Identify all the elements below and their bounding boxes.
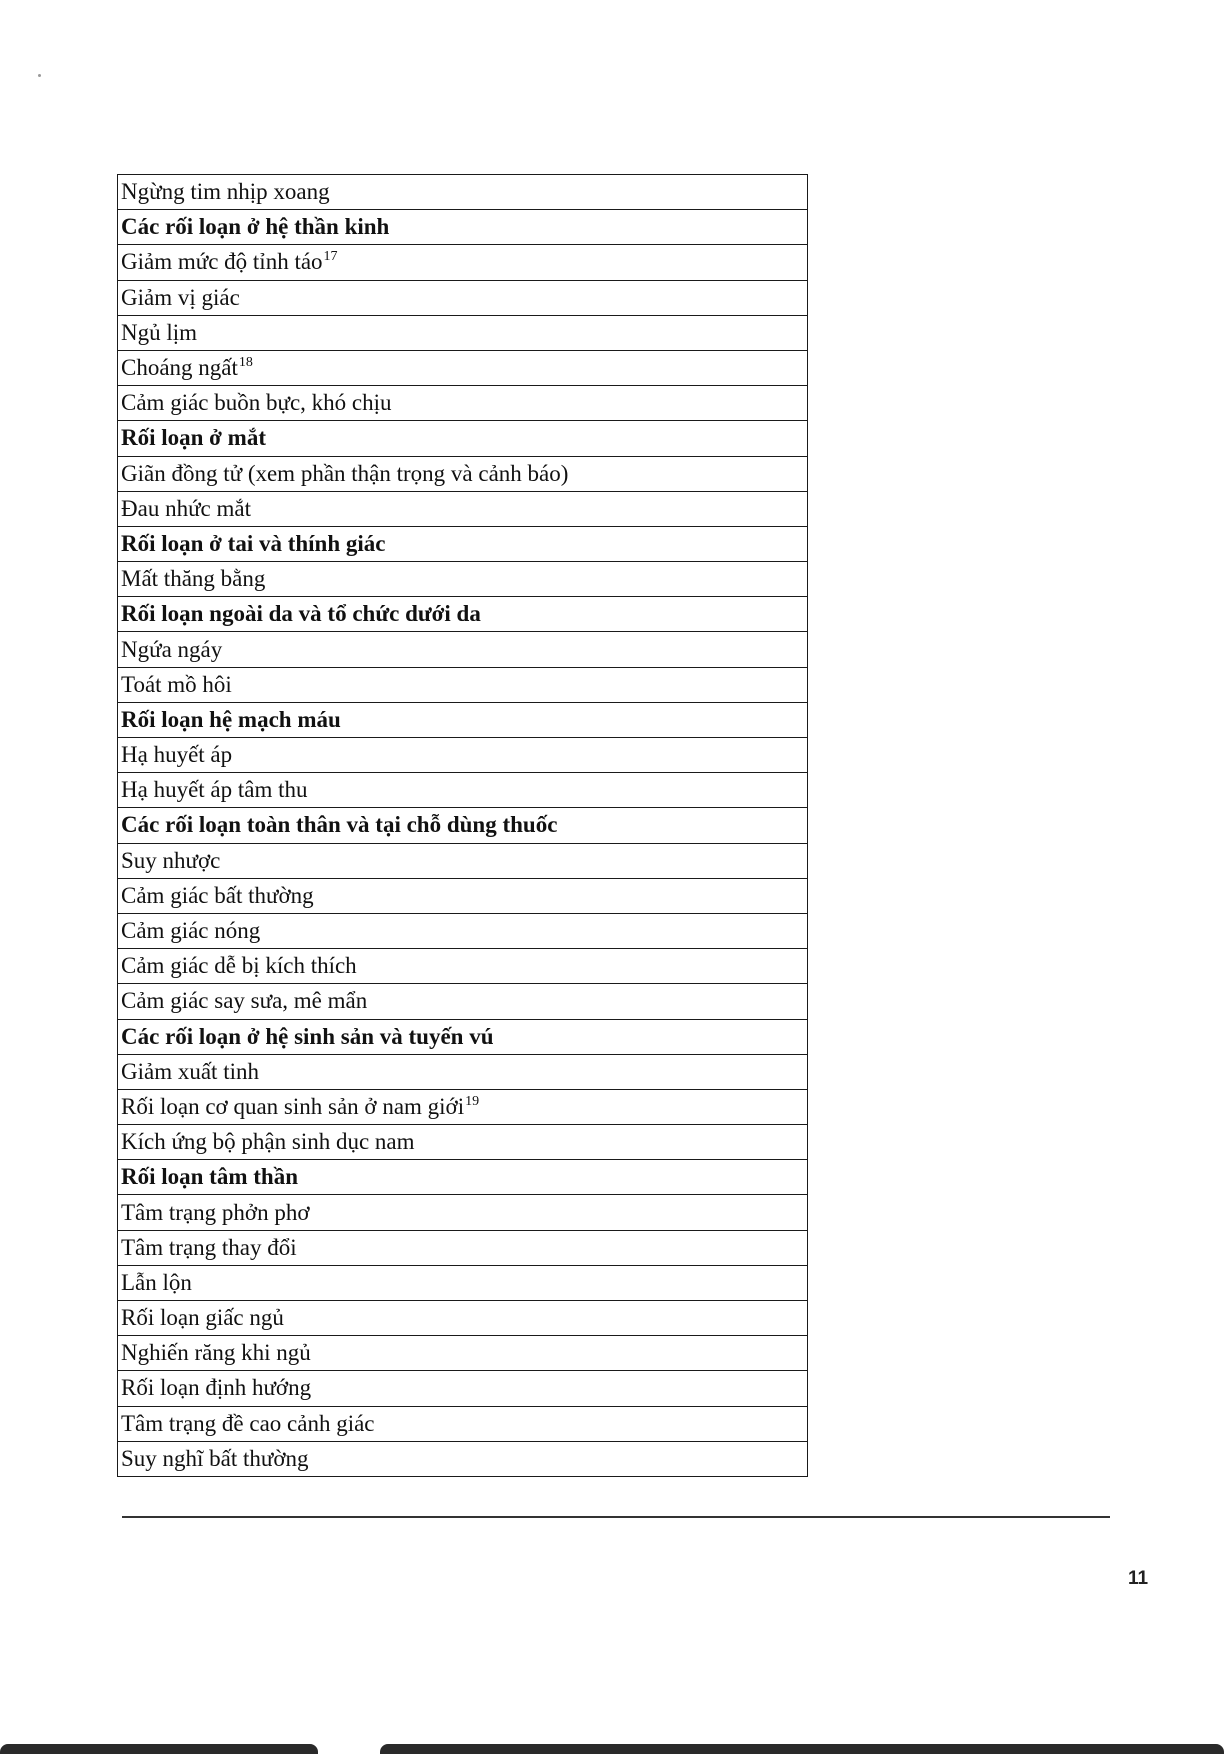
section-heading-text: Rối loạn ở mắt (121, 425, 266, 451)
section-heading-cell (118, 1019, 808, 1054)
table-row (118, 773, 808, 808)
section-heading-row (118, 210, 808, 245)
section-heading-cell (118, 597, 808, 632)
table-row (118, 1441, 808, 1476)
table-row (118, 1195, 808, 1230)
reaction-text: Đau nhức mắt (121, 495, 251, 521)
section-heading-text: Các rối loạn toàn thân và tại chỗ dùng thuốc (121, 812, 558, 838)
adverse-reactions-table (117, 174, 808, 1477)
reaction-cell (118, 773, 808, 808)
section-heading-text: Rối loạn ngoài da và tổ chức dưới da (121, 601, 481, 627)
reaction-text: Lẫn lộn (121, 1269, 192, 1295)
reaction-cell (118, 1089, 808, 1124)
section-heading-text: Các rối loạn ở hệ sinh sản và tuyến vú (121, 1023, 494, 1049)
reaction-cell (118, 632, 808, 667)
reaction-text: Tâm trạng đề cao cảnh giác (121, 1410, 375, 1436)
table-row (118, 1265, 808, 1300)
reaction-cell (118, 386, 808, 421)
footer-rule (122, 1516, 1110, 1518)
reaction-text: Suy nhược (121, 847, 221, 873)
footnote-ref: 17 (323, 249, 338, 265)
reaction-text: Cảm giác dễ bị kích thích (121, 953, 357, 979)
reaction-text: Giảm mức độ tỉnh táo (121, 249, 323, 275)
reaction-cell (118, 843, 808, 878)
reaction-cell (118, 1265, 808, 1300)
reaction-cell (118, 1301, 808, 1336)
section-heading-row (118, 808, 808, 843)
table-row (118, 1125, 808, 1160)
reaction-text: Cảm giác bất thường (121, 882, 314, 908)
table-row (118, 913, 808, 948)
section-heading-cell (118, 1160, 808, 1195)
reaction-cell (118, 1371, 808, 1406)
table-row (118, 984, 808, 1019)
table-row (118, 1406, 808, 1441)
reaction-text: Cảm giác nóng (121, 918, 261, 944)
reaction-text: Ngủ lịm (121, 319, 198, 345)
reaction-text: Tâm trạng thay đổi (121, 1234, 297, 1260)
reaction-cell (118, 984, 808, 1019)
table-row (118, 315, 808, 350)
reaction-text: Suy nghĩ bất thường (121, 1445, 309, 1471)
reaction-cell (118, 280, 808, 315)
table-row (118, 949, 808, 984)
reaction-cell (118, 1054, 808, 1089)
table-row (118, 562, 808, 597)
section-heading-row (118, 597, 808, 632)
section-heading-row (118, 702, 808, 737)
reaction-cell (118, 1406, 808, 1441)
table-row (118, 1230, 808, 1265)
table-row (118, 456, 808, 491)
table-row (118, 1336, 808, 1371)
table-row (118, 1089, 808, 1124)
table-body (118, 175, 808, 1477)
reaction-text: Hạ huyết áp tâm thu (121, 777, 308, 803)
scan-speck (38, 74, 41, 77)
table-row (118, 667, 808, 702)
reaction-cell (118, 878, 808, 913)
reaction-cell (118, 1195, 808, 1230)
footnote-ref: 18 (238, 355, 253, 371)
reaction-text: Rối loạn giấc ngủ (121, 1305, 284, 1331)
section-heading-text: Các rối loạn ở hệ thần kinh (121, 214, 390, 240)
table-row (118, 632, 808, 667)
section-heading-text: Rối loạn tâm thần (121, 1164, 298, 1190)
reaction-text: Nghiến răng khi ngủ (121, 1340, 311, 1366)
table-row (118, 1054, 808, 1089)
table-row (118, 350, 808, 385)
reaction-cell (118, 1125, 808, 1160)
reaction-cell (118, 1230, 808, 1265)
section-heading-cell (118, 421, 808, 456)
section-heading-row (118, 1019, 808, 1054)
reaction-text: Cảm giác buồn bực, khó chịu (121, 390, 392, 416)
section-heading-cell (118, 808, 808, 843)
reaction-cell (118, 667, 808, 702)
section-heading-row (118, 1160, 808, 1195)
section-heading-row (118, 421, 808, 456)
table-row (118, 245, 808, 280)
table-row (118, 175, 808, 210)
reaction-text: Kích ứng bộ phận sinh dục nam (121, 1129, 415, 1155)
table-row (118, 843, 808, 878)
reaction-cell (118, 245, 808, 280)
reaction-cell (118, 1441, 808, 1476)
table-row (118, 878, 808, 913)
reaction-text: Rối loạn định hướng (121, 1375, 312, 1401)
section-heading-row (118, 526, 808, 561)
reaction-cell (118, 1336, 808, 1371)
reaction-cell (118, 175, 808, 210)
section-heading-text: Rối loạn hệ mạch máu (121, 706, 341, 732)
footnote-ref: 19 (465, 1093, 480, 1109)
reaction-text: Cảm giác say sưa, mê mẩn (121, 988, 368, 1014)
reaction-text: Choáng ngất (121, 355, 238, 381)
scan-edge-left (0, 1744, 318, 1754)
section-heading-cell (118, 702, 808, 737)
reaction-cell (118, 315, 808, 350)
page-number: 11 (1128, 1568, 1149, 1589)
reaction-text: Mất thăng bằng (121, 566, 266, 592)
section-heading-cell (118, 210, 808, 245)
scan-edge-right (380, 1744, 1224, 1754)
reaction-cell (118, 456, 808, 491)
table-row (118, 491, 808, 526)
table-row (118, 738, 808, 773)
table-row (118, 1371, 808, 1406)
section-heading-cell (118, 526, 808, 561)
reaction-text: Toát mồ hôi (121, 671, 232, 697)
reaction-text: Giảm xuất tinh (121, 1058, 259, 1084)
table-row (118, 386, 808, 421)
reaction-text: Hạ huyết áp (121, 742, 233, 768)
reaction-text: Rối loạn cơ quan sinh sản ở nam giới (121, 1093, 465, 1119)
reaction-cell (118, 913, 808, 948)
reaction-text: Giảm vị giác (121, 284, 240, 310)
reaction-cell (118, 491, 808, 526)
table-row (118, 280, 808, 315)
section-heading-text: Rối loạn ở tai và thính giác (121, 530, 386, 556)
reaction-cell (118, 738, 808, 773)
table-row (118, 1301, 808, 1336)
reaction-cell (118, 350, 808, 385)
reaction-text: Ngứa ngáy (121, 636, 223, 662)
reaction-cell (118, 562, 808, 597)
reaction-text: Ngừng tim nhịp xoang (121, 179, 330, 205)
reaction-text: Giãn đồng tử (xem phần thận trọng và cảnh báo) (121, 460, 569, 486)
reaction-cell (118, 949, 808, 984)
reaction-text: Tâm trạng phởn phơ (121, 1199, 310, 1225)
